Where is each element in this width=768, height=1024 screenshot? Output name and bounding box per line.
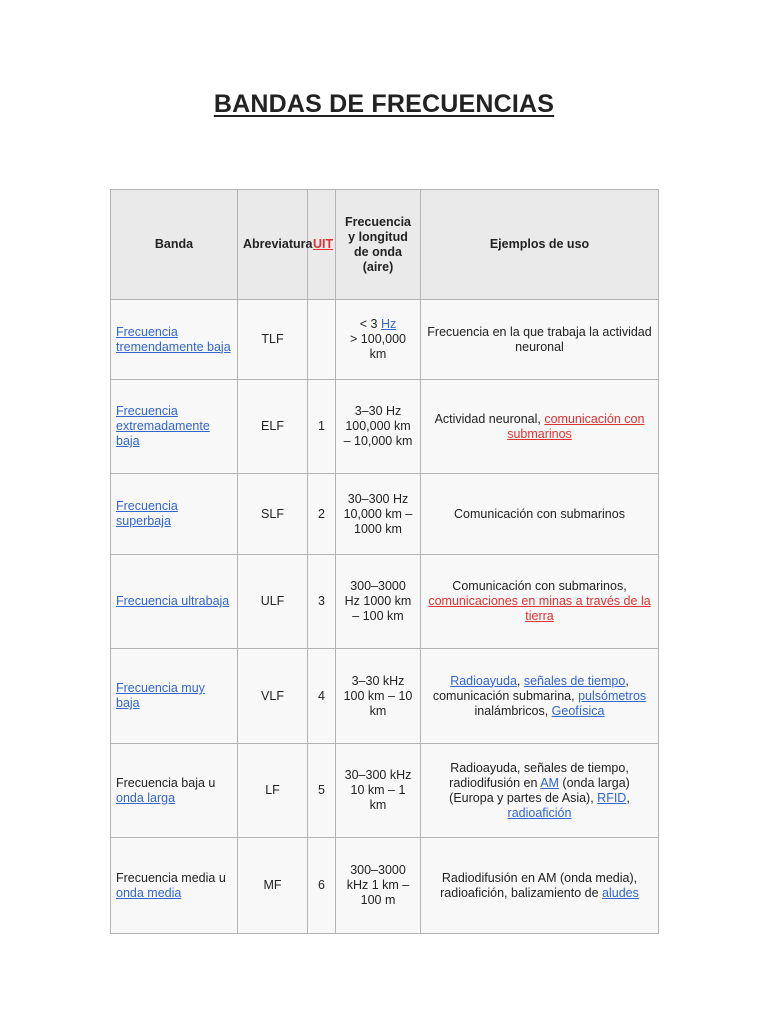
pulsometros-link[interactable]: pulsómetros — [578, 688, 647, 703]
frequency-bands-table — [110, 189, 659, 934]
band-link[interactable]: onda media — [116, 885, 182, 900]
uso-cell: Comunicación con submarinos — [421, 474, 659, 555]
header-uit[interactable]: UIT — [308, 190, 336, 300]
table-row — [111, 555, 659, 649]
band-link[interactable]: onda larga — [116, 790, 176, 805]
uso-redlink[interactable]: comunicaciones en minas a través de la tierra — [428, 594, 651, 623]
table-row — [111, 474, 659, 555]
abbrev-cell: ULF — [238, 555, 308, 649]
header-abreviatura: Abreviatura — [238, 190, 308, 300]
uit-cell: 2 — [308, 474, 336, 555]
uso-cell: Radiodifusión en AM (onda media), radioafición, balizamiento de aludes — [421, 838, 659, 934]
uso-cell: Frecuencia en la que trabaja la actividad neuronal — [421, 300, 659, 380]
abbrev-cell: TLF — [238, 300, 308, 380]
freq-cell: 3–30 Hz 100,000 km – 10,000 km — [336, 380, 421, 474]
band-link[interactable]: Frecuencia muy baja — [116, 681, 205, 710]
band-link[interactable]: Frecuencia extremadamente baja — [116, 404, 210, 448]
abbrev-cell: ELF — [238, 380, 308, 474]
band-cell: Frecuencia baja u onda larga — [111, 744, 238, 838]
hz-link[interactable]: Hz — [380, 317, 397, 331]
page-title: BANDAS DE FRECUENCIAS — [213, 90, 555, 118]
uit-cell: 3 — [308, 555, 336, 649]
header-frecuencia: Frecuencia y longitud de onda (aire) — [336, 190, 421, 300]
band-cell: Frecuencia media u onda media — [111, 838, 238, 934]
freq-cell: 3–30 kHz 100 km – 10 km — [336, 649, 421, 744]
radioaficion-link[interactable]: radioafición — [507, 805, 572, 820]
rfid-link[interactable]: RFID — [597, 790, 627, 805]
abbrev-cell: MF — [238, 838, 308, 934]
uso-cell: Radioayuda, señales de tiempo, radiodifusión en AM (onda larga) (Europa y partes de Asia), RFID, radioafición — [421, 744, 659, 838]
uso-redlink[interactable]: comunicación con submarinos — [507, 411, 645, 441]
band-link[interactable]: Frecuencia superbaja — [116, 499, 178, 528]
band-link[interactable]: Frecuencia tremendamente baja — [116, 324, 231, 354]
table-row — [111, 744, 659, 838]
abbrev-cell: LF — [238, 744, 308, 838]
freq-cell: 300–3000 kHz 1 km – 100 m — [336, 838, 421, 934]
freq-cell: 30–300 Hz 10,000 km – 1000 km — [336, 474, 421, 555]
geofisica-link[interactable]: Geofísica — [551, 703, 605, 718]
uit-cell: 1 — [308, 380, 336, 474]
band-cell — [111, 555, 238, 649]
header-ejemplos: Ejemplos de uso — [421, 190, 659, 300]
freq-cell: 30–300 kHz 10 km – 1 km — [336, 744, 421, 838]
radioayuda-link[interactable]: Radioayuda — [450, 673, 517, 688]
table-row — [111, 838, 659, 934]
uit-cell: 6 — [308, 838, 336, 934]
table-row — [111, 380, 659, 474]
am-link[interactable]: AM — [540, 775, 559, 790]
band-cell — [111, 474, 238, 555]
aludes-link[interactable]: aludes — [602, 885, 639, 900]
band-link[interactable]: Frecuencia ultrabaja — [116, 594, 230, 608]
uso-cell: Comunicación con submarinos, comunicaciones en minas a través de la tierra — [421, 555, 659, 649]
senales-tiempo-link[interactable]: señales de tiempo — [523, 673, 626, 688]
abbrev-cell: SLF — [238, 474, 308, 555]
freq-cell: 300–3000 Hz 1000 km – 100 km — [336, 555, 421, 649]
freq-cell: < 3 Hz > 100,000 km — [336, 300, 421, 380]
table-row — [111, 300, 659, 380]
band-cell — [111, 380, 238, 474]
uit-cell — [308, 300, 336, 380]
uso-cell: Radioayuda, señales de tiempo, comunicación submarina, pulsómetros inalámbricos, Geofísica — [421, 649, 659, 744]
band-cell — [111, 649, 238, 744]
header-banda: Banda — [111, 190, 238, 300]
table-header-row — [111, 190, 659, 300]
uso-cell: Actividad neuronal, comunicación con submarinos — [421, 380, 659, 474]
abbrev-cell: VLF — [238, 649, 308, 744]
uit-cell: 5 — [308, 744, 336, 838]
table-row — [111, 649, 659, 744]
uit-cell: 4 — [308, 649, 336, 744]
band-cell — [111, 300, 238, 380]
